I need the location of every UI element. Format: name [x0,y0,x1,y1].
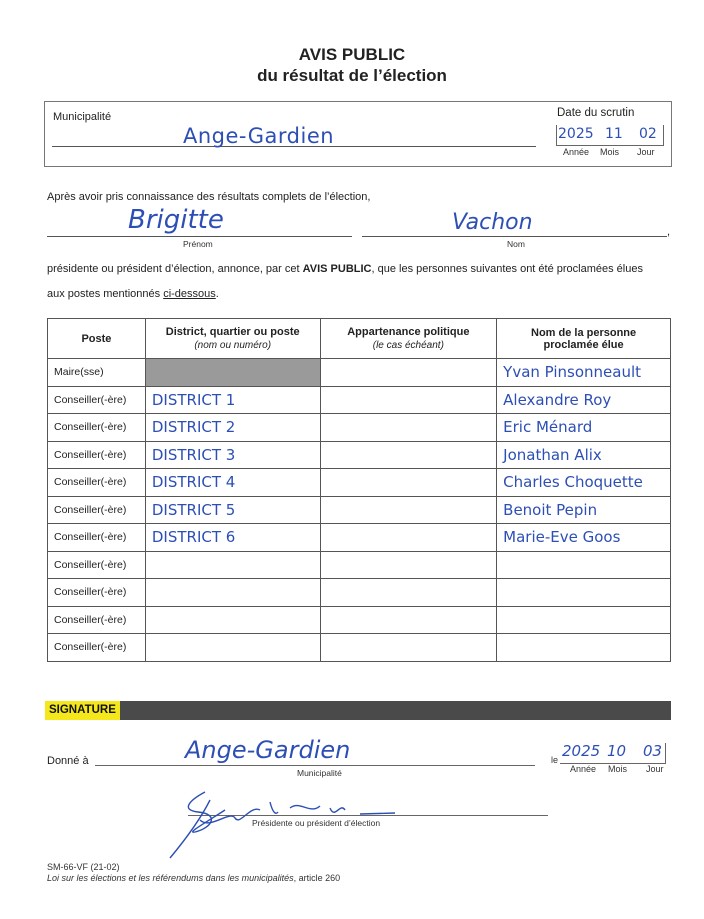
election-date-day[interactable]: 02 [639,126,657,142]
elected-name-cell-value [497,556,503,574]
poste-cell [48,496,146,524]
district-cell-value: DISTRICT 1 [151,390,236,409]
declaration-text-part1: présidente ou président d’élection, annonce, par cet [47,263,303,275]
poste-cell-value: Conseiller(-ère) [54,448,127,461]
le-label: le [551,755,559,765]
last-name-line [362,236,667,237]
table-row [48,469,671,497]
municipality-field[interactable]: Ange-Gardien [183,124,335,148]
party-cell-value [321,418,327,436]
poste-cell-value: Conseiller(-ère) [54,476,127,489]
last-name-field[interactable]: Vachon [452,210,533,235]
signature-date-year[interactable]: 2025 [562,742,601,760]
election-date-month[interactable]: 11 [605,126,623,142]
declaration-text [47,263,643,275]
district-cell-value: DISTRICT 5 [151,500,236,519]
district-cell[interactable] [145,606,320,634]
table-row [48,579,671,607]
header-elected-name [497,319,671,359]
poste-cell-value: Conseiller(-ère) [54,503,127,516]
district-cell-value: DISTRICT 3 [151,445,236,464]
last-name-label: Nom [507,239,525,249]
law-title: Loi sur les élections et les référendums dans les municipalités [47,873,294,883]
results-table [47,318,671,662]
signer-label: Présidente ou président d’élection [252,818,381,828]
header-poste [48,319,146,359]
district-cell[interactable] [145,496,320,524]
district-cell[interactable] [145,469,320,497]
party-cell[interactable] [320,524,497,552]
table-row [48,496,671,524]
poste-cell [48,469,146,497]
table-row [48,634,671,662]
first-name-line [47,236,352,237]
district-cell[interactable] [145,524,320,552]
poste-cell-value: Conseiller(-ère) [54,613,127,626]
year-label: Année [563,147,590,157]
header-poste-title: Poste [81,332,112,345]
given-at-field[interactable]: Ange-Gardien [185,736,351,764]
district-cell-value: DISTRICT 6 [151,528,236,547]
district-cell[interactable] [145,579,320,607]
law-reference [47,873,340,883]
elected-name-cell-value: Yvan Pinsonneault [503,363,642,382]
elected-name-cell[interactable] [497,551,671,579]
elected-name-cell[interactable] [497,579,671,607]
party-cell[interactable] [320,414,497,442]
table-header-row [48,319,671,359]
district-cell-value: DISTRICT 2 [151,418,236,437]
table-row [48,441,671,469]
signature-day-label: Jour [646,764,664,774]
party-cell-value [321,611,327,629]
month-label: Mois [600,147,620,157]
elected-name-cell[interactable] [497,634,671,662]
law-article: , article 260 [293,873,341,883]
elected-name-cell-value: Marie-Eve Goos [503,528,621,547]
signature-year-label: Année [570,764,597,774]
district-cell-value [146,583,152,601]
given-at-line [95,765,535,766]
elected-name-cell[interactable] [497,606,671,634]
district-cell-value: DISTRICT 4 [151,473,236,492]
poste-cell [48,359,146,387]
elected-name-cell-value: Alexandre Roy [503,390,612,409]
district-cell [145,359,320,387]
party-cell[interactable] [320,386,497,414]
poste-cell [48,441,146,469]
elected-name-cell-value: Jonathan Alix [503,445,602,464]
party-cell-value [321,446,327,464]
election-date-label: Date du scrutin [557,107,635,119]
poste-cell-value: Conseiller(-ère) [54,421,127,434]
party-cell[interactable] [320,359,497,387]
election-date-year[interactable]: 2025 [558,126,594,142]
party-cell[interactable] [320,579,497,607]
party-cell[interactable] [320,469,497,497]
header-district-title: District, quartier ou poste [165,326,300,338]
district-cell-value [146,611,152,629]
poste-cell [48,634,146,662]
comma: , [667,226,671,238]
poste-cell [48,414,146,442]
party-cell-value [321,501,327,519]
signature-section-bar [45,701,671,720]
table-row [48,414,671,442]
district-cell[interactable] [145,386,320,414]
first-name-label: Prénom [183,239,213,249]
elected-name-cell[interactable] [497,386,671,414]
district-cell[interactable] [145,634,320,662]
poste-cell [48,606,146,634]
elected-name-cell-value: Eric Ménard [503,418,593,437]
district-cell-value [146,556,152,574]
elected-name-cell[interactable] [497,496,671,524]
declaration-line2-underlined: ci-dessous [163,288,216,300]
elected-name-cell-value [497,638,503,656]
poste-cell-value: Conseiller(-ère) [54,558,127,571]
poste-cell [48,524,146,552]
table-row [48,386,671,414]
party-cell[interactable] [320,634,497,662]
header-party-title: Appartenance politique [347,326,470,338]
party-cell[interactable] [320,441,497,469]
declaration-line2-part1: aux postes mentionnés [47,288,164,300]
document-title: AVIS PUBLIC [298,45,406,64]
elected-name-cell-value: Charles Choquette [503,473,643,492]
given-at-label: Donné à [47,755,89,767]
party-cell-value [321,473,327,491]
signature-month-label: Mois [608,764,628,774]
declaration-text-line2 [47,288,219,300]
signature-date-month[interactable]: 10 [607,742,627,760]
declaration-intro: Après avoir pris connaissance des résultats complets de l’élection, [47,191,371,203]
poste-cell-value: Conseiller(-ère) [54,531,127,544]
day-label: Jour [637,147,655,157]
elected-name-cell[interactable] [497,469,671,497]
party-cell[interactable] [320,606,497,634]
declaration-text-bold: AVIS PUBLIC [302,263,372,275]
header-district-subtitle: (nom ou numéro) [194,340,272,351]
signature-section-label: SIGNATURE [45,701,120,720]
declaration-text-part2: , que les personnes suivantes ont été proclamées élues [371,263,643,275]
elected-name-cell-value: Benoit Pepin [503,500,598,519]
party-cell-value [321,391,327,409]
district-cell[interactable] [145,414,320,442]
header-district [145,319,320,359]
party-cell-value [321,363,327,381]
elected-name-cell-value [497,583,503,601]
party-cell-value [321,528,327,546]
table-row [48,606,671,634]
poste-cell-value: Conseiller(-ère) [54,393,127,406]
district-cell[interactable] [145,551,320,579]
header-party-subtitle: (le cas échéant) [372,340,444,351]
table-row [48,359,671,387]
poste-cell [48,551,146,579]
elected-name-cell[interactable] [497,359,671,387]
first-name-field[interactable]: Brigitte [128,205,224,235]
poste-cell-value: Conseiller(-ère) [54,586,127,599]
document-subtitle: du résultat de l’élection [257,66,447,85]
elected-name-cell[interactable] [497,524,671,552]
poste-cell [48,579,146,607]
table-row [48,524,671,552]
municipality-label: Municipalité [53,111,112,123]
party-cell-value [321,583,327,601]
party-cell-value [321,638,327,656]
poste-cell-value: Maire(sse) [54,366,104,379]
district-cell[interactable] [145,441,320,469]
poste-cell-value: Conseiller(-ère) [54,641,127,654]
table-row [48,551,671,579]
party-cell[interactable] [320,551,497,579]
signature-date-day[interactable]: 03 [643,742,663,760]
declaration-line2-end: . [215,288,219,300]
party-cell-value [321,556,327,574]
district-cell-value [146,638,152,656]
elected-name-cell[interactable] [497,414,671,442]
header-elected-name-title: Nom de la personne proclamée élue [531,326,637,351]
poste-cell [48,386,146,414]
party-cell[interactable] [320,496,497,524]
elected-name-cell-value [497,611,503,629]
district-cell-value [146,363,152,381]
given-at-municipality-label: Municipalité [297,768,342,778]
elected-name-cell[interactable] [497,441,671,469]
form-code: SM-66-VF (21-02) [47,862,120,872]
header-party [320,319,497,359]
